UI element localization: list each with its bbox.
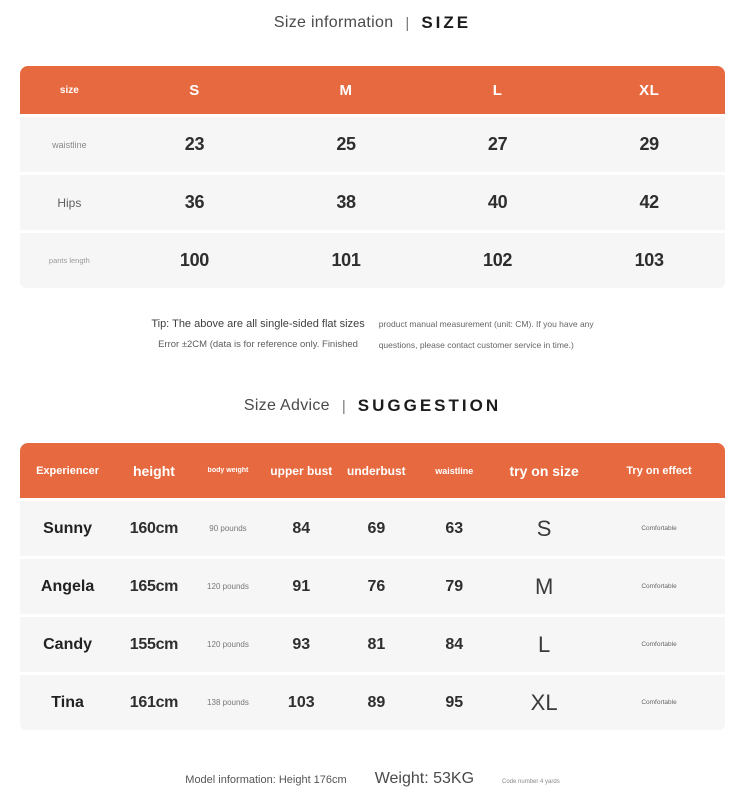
experiencer-height: 165cm xyxy=(129,577,179,595)
upper-bust-value: 103 xyxy=(287,693,315,711)
experiencer-height: 160cm xyxy=(129,519,179,537)
table-row xyxy=(20,501,725,556)
table-row xyxy=(20,559,725,614)
size-table-cell: 100 xyxy=(179,250,210,270)
title-text: Size information xyxy=(273,14,394,31)
underbust-value: 89 xyxy=(367,693,386,711)
upper-bust-value: 84 xyxy=(292,519,311,537)
underbust-value: 81 xyxy=(367,635,386,653)
underbust-value: 69 xyxy=(367,519,386,537)
tip-text: product manual measurement (unit: CM). If you have any xyxy=(378,319,594,329)
size-table-header-cell: XL xyxy=(639,81,660,99)
size-table-cell: 103 xyxy=(634,250,664,270)
table-row xyxy=(20,617,725,672)
size-table-header-cell: L xyxy=(492,81,503,99)
size-table-cell: 25 xyxy=(336,134,356,154)
tip-text: Error ±2CM (data is for reference only. Finished xyxy=(158,339,358,350)
size-table-row-label: Hips xyxy=(57,195,82,210)
title-separator: | xyxy=(405,14,410,32)
size-table-cell: 102 xyxy=(483,250,513,270)
size-table-cell: 42 xyxy=(639,192,659,212)
size-table-header-cell: M xyxy=(339,81,353,99)
size-table-cell: 40 xyxy=(487,192,508,212)
experiencer-name: Tina xyxy=(51,693,84,711)
size-table-cell: 27 xyxy=(487,134,508,154)
size-table-cell: 38 xyxy=(336,192,356,212)
size-table-cell: 29 xyxy=(639,134,659,154)
size-table-header-cell: size xyxy=(59,84,79,96)
model-information xyxy=(0,770,745,788)
measurement-tip xyxy=(0,314,745,356)
upper-bust-value: 93 xyxy=(292,635,311,653)
size-table-header-cell: S xyxy=(189,81,200,99)
experiencer-weight: 120 pounds xyxy=(207,640,249,649)
title-text: Size Advice xyxy=(243,397,330,414)
experiencer-weight: 138 pounds xyxy=(207,698,249,707)
try-on-size: S xyxy=(536,515,552,541)
model-height-text: Model information: Height 176cm xyxy=(185,774,347,786)
title-size-label: SIZE xyxy=(421,13,472,32)
try-on-effect: Comfortable xyxy=(641,641,677,648)
size-table-cell: 23 xyxy=(184,134,205,154)
underbust-value: 76 xyxy=(367,577,386,595)
size-table-cell: 36 xyxy=(184,192,205,212)
tip-text: Tip: The above are all single-sided flat sizes xyxy=(151,318,365,330)
tip-right-column xyxy=(379,314,594,356)
experiencer-height: 161cm xyxy=(129,693,179,711)
suggestion-table xyxy=(20,443,725,730)
size-information-title xyxy=(0,0,745,33)
model-weight-text: Weight: 53KG xyxy=(374,770,475,787)
size-table-row-label: pants length xyxy=(48,256,90,265)
try-on-effect: Comfortable xyxy=(641,525,677,532)
suggestion-header-cell: Experiencer xyxy=(36,464,100,477)
table-row xyxy=(20,117,725,172)
experiencer-name: Sunny xyxy=(43,519,93,537)
table-row xyxy=(20,675,725,730)
try-on-size: XL xyxy=(530,689,558,715)
waistline-value: 84 xyxy=(445,635,464,653)
model-code-text: Code number 4 yards xyxy=(502,779,560,785)
try-on-size: M xyxy=(534,573,554,599)
experiencer-weight: 120 pounds xyxy=(207,582,249,591)
title-separator: | xyxy=(341,397,346,415)
suggestion-header-cell: underbust xyxy=(347,463,406,478)
suggestion-header-cell: Try on effect xyxy=(626,464,692,477)
try-on-effect: Comfortable xyxy=(641,583,677,590)
experiencer-name: Angela xyxy=(40,577,95,595)
try-on-size: L xyxy=(537,631,551,657)
waistline-value: 79 xyxy=(445,577,464,595)
table-row xyxy=(20,175,725,230)
tip-left-column xyxy=(151,314,364,356)
waistline-value: 63 xyxy=(445,519,464,537)
size-table-row-label: waistline xyxy=(52,139,87,150)
suggestion-table-header xyxy=(20,443,725,498)
suggestion-header-cell: height xyxy=(132,462,175,479)
title-suggestion-label: SUGGESTION xyxy=(357,396,502,415)
suggestion-header-cell: body weight xyxy=(207,467,249,474)
experiencer-weight: 90 pounds xyxy=(209,524,247,533)
suggestion-header-cell: upper bust xyxy=(270,463,333,478)
upper-bust-value: 91 xyxy=(292,577,311,595)
size-table-header xyxy=(20,66,725,114)
size-table xyxy=(20,66,725,288)
suggestion-header-cell: try on size xyxy=(509,462,579,479)
experiencer-height: 155cm xyxy=(129,635,179,653)
experiencer-name: Candy xyxy=(43,635,93,653)
size-advice-title xyxy=(0,396,745,416)
table-row xyxy=(20,233,725,288)
size-table-cell: 101 xyxy=(331,250,361,270)
suggestion-header-cell: waistline xyxy=(435,465,474,476)
tip-text: questions, please contact customer service in time.) xyxy=(378,340,574,350)
try-on-effect: Comfortable xyxy=(641,699,677,706)
waistline-value: 95 xyxy=(445,693,464,711)
